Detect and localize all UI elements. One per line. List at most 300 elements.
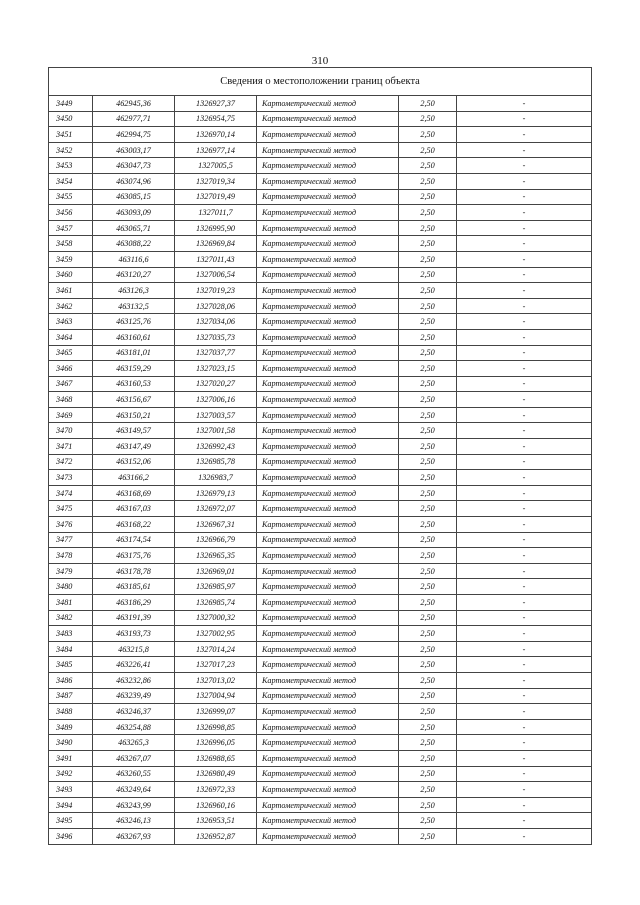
table-row bbox=[49, 407, 592, 423]
method-text: Картометрический метод bbox=[257, 719, 399, 735]
coord-x: 462994,75 bbox=[93, 127, 175, 143]
description-cell: - bbox=[457, 501, 592, 517]
table-row bbox=[49, 610, 592, 626]
description-cell: - bbox=[457, 314, 592, 330]
coord-y: 1326952,87 bbox=[175, 828, 257, 844]
description-cell: - bbox=[457, 142, 592, 158]
coord-x: 463178,78 bbox=[93, 563, 175, 579]
method-text: Картометрический метод bbox=[257, 579, 399, 595]
method-text: Картометрический метод bbox=[257, 813, 399, 829]
coord-y: 1327037,77 bbox=[175, 345, 257, 361]
table-body bbox=[49, 96, 592, 845]
precision-value: 2,50 bbox=[399, 96, 457, 112]
coord-x: 463260,55 bbox=[93, 766, 175, 782]
coord-y: 1327004,94 bbox=[175, 688, 257, 704]
coord-x: 463181,01 bbox=[93, 345, 175, 361]
coord-y: 1326965,35 bbox=[175, 548, 257, 564]
table-row bbox=[49, 127, 592, 143]
precision-value: 2,50 bbox=[399, 828, 457, 844]
description-cell: - bbox=[457, 579, 592, 595]
table-row bbox=[49, 220, 592, 236]
table-row bbox=[49, 672, 592, 688]
description-cell: - bbox=[457, 439, 592, 455]
method-text: Картометрический метод bbox=[257, 470, 399, 486]
coord-y: 1327000,32 bbox=[175, 610, 257, 626]
description-cell: - bbox=[457, 111, 592, 127]
method-text: Картометрический метод bbox=[257, 501, 399, 517]
point-number: 3476 bbox=[49, 517, 93, 533]
table-row bbox=[49, 439, 592, 455]
coord-x: 463267,93 bbox=[93, 828, 175, 844]
coord-x: 463191,39 bbox=[93, 610, 175, 626]
table-row bbox=[49, 485, 592, 501]
precision-value: 2,50 bbox=[399, 236, 457, 252]
point-number: 3452 bbox=[49, 142, 93, 158]
point-number: 3491 bbox=[49, 750, 93, 766]
coord-x: 462977,71 bbox=[93, 111, 175, 127]
coord-x: 463249,64 bbox=[93, 782, 175, 798]
table-row bbox=[49, 423, 592, 439]
point-number: 3496 bbox=[49, 828, 93, 844]
point-number: 3475 bbox=[49, 501, 93, 517]
description-cell: - bbox=[457, 704, 592, 720]
method-text: Картометрический метод bbox=[257, 688, 399, 704]
coord-y: 1326998,85 bbox=[175, 719, 257, 735]
point-number: 3463 bbox=[49, 314, 93, 330]
table-row bbox=[49, 251, 592, 267]
method-text: Картометрический метод bbox=[257, 283, 399, 299]
precision-value: 2,50 bbox=[399, 719, 457, 735]
precision-value: 2,50 bbox=[399, 610, 457, 626]
method-text: Картометрический метод bbox=[257, 127, 399, 143]
coord-x: 463085,15 bbox=[93, 189, 175, 205]
coord-y: 1326985,97 bbox=[175, 579, 257, 595]
table-row bbox=[49, 205, 592, 221]
precision-value: 2,50 bbox=[399, 672, 457, 688]
table-row bbox=[49, 719, 592, 735]
point-number: 3451 bbox=[49, 127, 93, 143]
point-number: 3468 bbox=[49, 392, 93, 408]
method-text: Картометрический метод bbox=[257, 626, 399, 642]
table-row bbox=[49, 158, 592, 174]
coord-y: 1326979,13 bbox=[175, 485, 257, 501]
coord-y: 1326972,07 bbox=[175, 501, 257, 517]
precision-value: 2,50 bbox=[399, 329, 457, 345]
table-row bbox=[49, 657, 592, 673]
method-text: Картометрический метод bbox=[257, 532, 399, 548]
coord-y: 1326988,65 bbox=[175, 750, 257, 766]
description-cell: - bbox=[457, 828, 592, 844]
coord-y: 1326969,84 bbox=[175, 236, 257, 252]
method-text: Картометрический метод bbox=[257, 766, 399, 782]
coord-x: 463246,37 bbox=[93, 704, 175, 720]
method-text: Картометрический метод bbox=[257, 345, 399, 361]
description-cell: - bbox=[457, 563, 592, 579]
coord-y: 1326966,79 bbox=[175, 532, 257, 548]
coord-y: 1327006,54 bbox=[175, 267, 257, 283]
precision-value: 2,50 bbox=[399, 111, 457, 127]
coord-x: 463003,17 bbox=[93, 142, 175, 158]
description-cell: - bbox=[457, 329, 592, 345]
coord-y: 1327013,02 bbox=[175, 672, 257, 688]
precision-value: 2,50 bbox=[399, 532, 457, 548]
coord-y: 1326969,01 bbox=[175, 563, 257, 579]
coord-y: 1326983,7 bbox=[175, 470, 257, 486]
description-cell: - bbox=[457, 236, 592, 252]
point-number: 3461 bbox=[49, 283, 93, 299]
point-number: 3487 bbox=[49, 688, 93, 704]
description-cell: - bbox=[457, 532, 592, 548]
description-cell: - bbox=[457, 797, 592, 813]
coord-y: 1326927,37 bbox=[175, 96, 257, 112]
description-cell: - bbox=[457, 220, 592, 236]
coord-y: 1326967,31 bbox=[175, 517, 257, 533]
point-number: 3482 bbox=[49, 610, 93, 626]
description-cell: - bbox=[457, 485, 592, 501]
point-number: 3466 bbox=[49, 361, 93, 377]
coord-x: 463265,3 bbox=[93, 735, 175, 751]
coord-x: 463159,29 bbox=[93, 361, 175, 377]
point-number: 3474 bbox=[49, 485, 93, 501]
point-number: 3467 bbox=[49, 376, 93, 392]
method-text: Картометрический метод bbox=[257, 797, 399, 813]
point-number: 3473 bbox=[49, 470, 93, 486]
table-row bbox=[49, 735, 592, 751]
method-text: Картометрический метод bbox=[257, 298, 399, 314]
table-row bbox=[49, 704, 592, 720]
coord-y: 1326985,78 bbox=[175, 454, 257, 470]
method-text: Картометрический метод bbox=[257, 361, 399, 377]
coord-x: 463193,73 bbox=[93, 626, 175, 642]
point-number: 3465 bbox=[49, 345, 93, 361]
description-cell: - bbox=[457, 813, 592, 829]
point-number: 3453 bbox=[49, 158, 93, 174]
coord-x: 463126,3 bbox=[93, 283, 175, 299]
point-number: 3456 bbox=[49, 205, 93, 221]
precision-value: 2,50 bbox=[399, 579, 457, 595]
method-text: Картометрический метод bbox=[257, 267, 399, 283]
description-cell: - bbox=[457, 205, 592, 221]
description-cell: - bbox=[457, 376, 592, 392]
precision-value: 2,50 bbox=[399, 361, 457, 377]
coord-x: 463150,21 bbox=[93, 407, 175, 423]
precision-value: 2,50 bbox=[399, 205, 457, 221]
description-cell: - bbox=[457, 719, 592, 735]
coord-x: 463186,29 bbox=[93, 595, 175, 611]
description-cell: - bbox=[457, 470, 592, 486]
table-row bbox=[49, 470, 592, 486]
point-number: 3480 bbox=[49, 579, 93, 595]
table-row bbox=[49, 376, 592, 392]
precision-value: 2,50 bbox=[399, 376, 457, 392]
precision-value: 2,50 bbox=[399, 345, 457, 361]
coord-x: 463246,13 bbox=[93, 813, 175, 829]
coord-y: 1326970,14 bbox=[175, 127, 257, 143]
coord-x: 463074,96 bbox=[93, 173, 175, 189]
table-row bbox=[49, 501, 592, 517]
coord-y: 1327003,57 bbox=[175, 407, 257, 423]
description-cell: - bbox=[457, 361, 592, 377]
description-cell: - bbox=[457, 548, 592, 564]
method-text: Картометрический метод bbox=[257, 439, 399, 455]
precision-value: 2,50 bbox=[399, 220, 457, 236]
precision-value: 2,50 bbox=[399, 423, 457, 439]
point-number: 3493 bbox=[49, 782, 93, 798]
method-text: Картометрический метод bbox=[257, 563, 399, 579]
coord-y: 1327005,5 bbox=[175, 158, 257, 174]
precision-value: 2,50 bbox=[399, 173, 457, 189]
coord-y: 1327020,27 bbox=[175, 376, 257, 392]
point-number: 3455 bbox=[49, 189, 93, 205]
coord-y: 1326960,16 bbox=[175, 797, 257, 813]
precision-value: 2,50 bbox=[399, 657, 457, 673]
point-number: 3449 bbox=[49, 96, 93, 112]
precision-value: 2,50 bbox=[399, 407, 457, 423]
point-number: 3484 bbox=[49, 641, 93, 657]
precision-value: 2,50 bbox=[399, 626, 457, 642]
precision-value: 2,50 bbox=[399, 766, 457, 782]
point-number: 3478 bbox=[49, 548, 93, 564]
method-text: Картометрический метод bbox=[257, 750, 399, 766]
method-text: Картометрический метод bbox=[257, 657, 399, 673]
coord-x: 463254,88 bbox=[93, 719, 175, 735]
coord-x: 462945,36 bbox=[93, 96, 175, 112]
coord-y: 1326996,05 bbox=[175, 735, 257, 751]
coord-y: 1326985,74 bbox=[175, 595, 257, 611]
precision-value: 2,50 bbox=[399, 470, 457, 486]
description-cell: - bbox=[457, 735, 592, 751]
coord-x: 463168,22 bbox=[93, 517, 175, 533]
coord-x: 463160,53 bbox=[93, 376, 175, 392]
table-row bbox=[49, 766, 592, 782]
coord-x: 463093,09 bbox=[93, 205, 175, 221]
method-text: Картометрический метод bbox=[257, 158, 399, 174]
coord-y: 1327019,23 bbox=[175, 283, 257, 299]
coord-y: 1327014,24 bbox=[175, 641, 257, 657]
precision-value: 2,50 bbox=[399, 127, 457, 143]
point-number: 3460 bbox=[49, 267, 93, 283]
coord-y: 1327028,06 bbox=[175, 298, 257, 314]
table-row bbox=[49, 96, 592, 112]
coord-y: 1327011,7 bbox=[175, 205, 257, 221]
coord-x: 463167,03 bbox=[93, 501, 175, 517]
description-cell: - bbox=[457, 96, 592, 112]
method-text: Картометрический метод bbox=[257, 672, 399, 688]
precision-value: 2,50 bbox=[399, 595, 457, 611]
coord-y: 1326972,33 bbox=[175, 782, 257, 798]
description-cell: - bbox=[457, 189, 592, 205]
method-text: Картометрический метод bbox=[257, 735, 399, 751]
point-number: 3471 bbox=[49, 439, 93, 455]
point-number: 3495 bbox=[49, 813, 93, 829]
coord-x: 463132,5 bbox=[93, 298, 175, 314]
description-cell: - bbox=[457, 766, 592, 782]
description-cell: - bbox=[457, 251, 592, 267]
precision-value: 2,50 bbox=[399, 485, 457, 501]
table-row bbox=[49, 236, 592, 252]
coord-x: 463149,57 bbox=[93, 423, 175, 439]
coord-x: 463174,54 bbox=[93, 532, 175, 548]
table-row bbox=[49, 579, 592, 595]
precision-value: 2,50 bbox=[399, 251, 457, 267]
coord-x: 463232,86 bbox=[93, 672, 175, 688]
method-text: Картометрический метод bbox=[257, 517, 399, 533]
coord-y: 1326995,90 bbox=[175, 220, 257, 236]
precision-value: 2,50 bbox=[399, 283, 457, 299]
precision-value: 2,50 bbox=[399, 797, 457, 813]
precision-value: 2,50 bbox=[399, 548, 457, 564]
coord-y: 1327006,16 bbox=[175, 392, 257, 408]
precision-value: 2,50 bbox=[399, 314, 457, 330]
point-number: 3485 bbox=[49, 657, 93, 673]
description-cell: - bbox=[457, 641, 592, 657]
table-title-row bbox=[49, 68, 592, 96]
coord-y: 1327019,49 bbox=[175, 189, 257, 205]
method-text: Картометрический метод bbox=[257, 173, 399, 189]
method-text: Картометрический метод bbox=[257, 189, 399, 205]
coord-x: 463088,22 bbox=[93, 236, 175, 252]
table-row bbox=[49, 517, 592, 533]
coord-x: 463156,67 bbox=[93, 392, 175, 408]
coord-x: 463175,76 bbox=[93, 548, 175, 564]
method-text: Картометрический метод bbox=[257, 392, 399, 408]
method-text: Картометрический метод bbox=[257, 205, 399, 221]
table-row bbox=[49, 314, 592, 330]
coord-x: 463166,2 bbox=[93, 470, 175, 486]
description-cell: - bbox=[457, 173, 592, 189]
coord-y: 1326992,43 bbox=[175, 439, 257, 455]
coord-x: 463125,76 bbox=[93, 314, 175, 330]
coord-x: 463120,27 bbox=[93, 267, 175, 283]
point-number: 3469 bbox=[49, 407, 93, 423]
point-number: 3492 bbox=[49, 766, 93, 782]
point-number: 3462 bbox=[49, 298, 93, 314]
coord-x: 463215,8 bbox=[93, 641, 175, 657]
coord-y: 1327023,15 bbox=[175, 361, 257, 377]
table-row bbox=[49, 283, 592, 299]
point-number: 3450 bbox=[49, 111, 93, 127]
coord-x: 463185,61 bbox=[93, 579, 175, 595]
precision-value: 2,50 bbox=[399, 298, 457, 314]
coord-x: 463243,99 bbox=[93, 797, 175, 813]
boundary-coordinates-table bbox=[48, 67, 592, 845]
coord-x: 463226,41 bbox=[93, 657, 175, 673]
method-text: Картометрический метод bbox=[257, 96, 399, 112]
coord-x: 463152,06 bbox=[93, 454, 175, 470]
coord-y: 1327011,43 bbox=[175, 251, 257, 267]
method-text: Картометрический метод bbox=[257, 828, 399, 844]
table-row bbox=[49, 828, 592, 844]
precision-value: 2,50 bbox=[399, 688, 457, 704]
table-row bbox=[49, 329, 592, 345]
precision-value: 2,50 bbox=[399, 563, 457, 579]
point-number: 3479 bbox=[49, 563, 93, 579]
point-number: 3483 bbox=[49, 626, 93, 642]
table-row bbox=[49, 454, 592, 470]
coord-y: 1327019,34 bbox=[175, 173, 257, 189]
method-text: Картометрический метод bbox=[257, 485, 399, 501]
precision-value: 2,50 bbox=[399, 267, 457, 283]
table-row bbox=[49, 641, 592, 657]
precision-value: 2,50 bbox=[399, 704, 457, 720]
precision-value: 2,50 bbox=[399, 641, 457, 657]
precision-value: 2,50 bbox=[399, 142, 457, 158]
precision-value: 2,50 bbox=[399, 517, 457, 533]
description-cell: - bbox=[457, 158, 592, 174]
coord-y: 1327034,06 bbox=[175, 314, 257, 330]
method-text: Картометрический метод bbox=[257, 376, 399, 392]
page-number: 310 bbox=[311, 55, 329, 67]
description-cell: - bbox=[457, 595, 592, 611]
description-cell: - bbox=[457, 298, 592, 314]
method-text: Картометрический метод bbox=[257, 407, 399, 423]
table-row bbox=[49, 173, 592, 189]
point-number: 3488 bbox=[49, 704, 93, 720]
table-row bbox=[49, 345, 592, 361]
coord-x: 463116,6 bbox=[93, 251, 175, 267]
coord-x: 463160,61 bbox=[93, 329, 175, 345]
precision-value: 2,50 bbox=[399, 158, 457, 174]
table-row bbox=[49, 548, 592, 564]
coord-y: 1327017,23 bbox=[175, 657, 257, 673]
table-row bbox=[49, 298, 592, 314]
point-number: 3464 bbox=[49, 329, 93, 345]
method-text: Картометрический метод bbox=[257, 142, 399, 158]
coord-x: 463147,49 bbox=[93, 439, 175, 455]
method-text: Картометрический метод bbox=[257, 782, 399, 798]
point-number: 3489 bbox=[49, 719, 93, 735]
coord-y: 1327002,95 bbox=[175, 626, 257, 642]
table-row bbox=[49, 267, 592, 283]
table-row bbox=[49, 750, 592, 766]
method-text: Картометрический метод bbox=[257, 329, 399, 345]
point-number: 3457 bbox=[49, 220, 93, 236]
point-number: 3470 bbox=[49, 423, 93, 439]
point-number: 3486 bbox=[49, 672, 93, 688]
precision-value: 2,50 bbox=[399, 735, 457, 751]
coord-y: 1327001,58 bbox=[175, 423, 257, 439]
coord-y: 1326980,49 bbox=[175, 766, 257, 782]
description-cell: - bbox=[457, 127, 592, 143]
description-cell: - bbox=[457, 626, 592, 642]
table-row bbox=[49, 189, 592, 205]
precision-value: 2,50 bbox=[399, 454, 457, 470]
coord-y: 1326999,07 bbox=[175, 704, 257, 720]
table-row bbox=[49, 797, 592, 813]
description-cell: - bbox=[457, 657, 592, 673]
description-cell: - bbox=[457, 517, 592, 533]
method-text: Картометрический метод bbox=[257, 111, 399, 127]
table-row bbox=[49, 813, 592, 829]
description-cell: - bbox=[457, 454, 592, 470]
point-number: 3494 bbox=[49, 797, 93, 813]
coord-y: 1326953,51 bbox=[175, 813, 257, 829]
precision-value: 2,50 bbox=[399, 782, 457, 798]
precision-value: 2,50 bbox=[399, 501, 457, 517]
point-number: 3458 bbox=[49, 236, 93, 252]
table-row bbox=[49, 595, 592, 611]
description-cell: - bbox=[457, 672, 592, 688]
coord-x: 463047,73 bbox=[93, 158, 175, 174]
precision-value: 2,50 bbox=[399, 189, 457, 205]
coord-y: 1326954,75 bbox=[175, 111, 257, 127]
point-number: 3454 bbox=[49, 173, 93, 189]
coord-x: 463267,07 bbox=[93, 750, 175, 766]
point-number: 3481 bbox=[49, 595, 93, 611]
method-text: Картометрический метод bbox=[257, 704, 399, 720]
coord-x: 463168,69 bbox=[93, 485, 175, 501]
point-number: 3490 bbox=[49, 735, 93, 751]
